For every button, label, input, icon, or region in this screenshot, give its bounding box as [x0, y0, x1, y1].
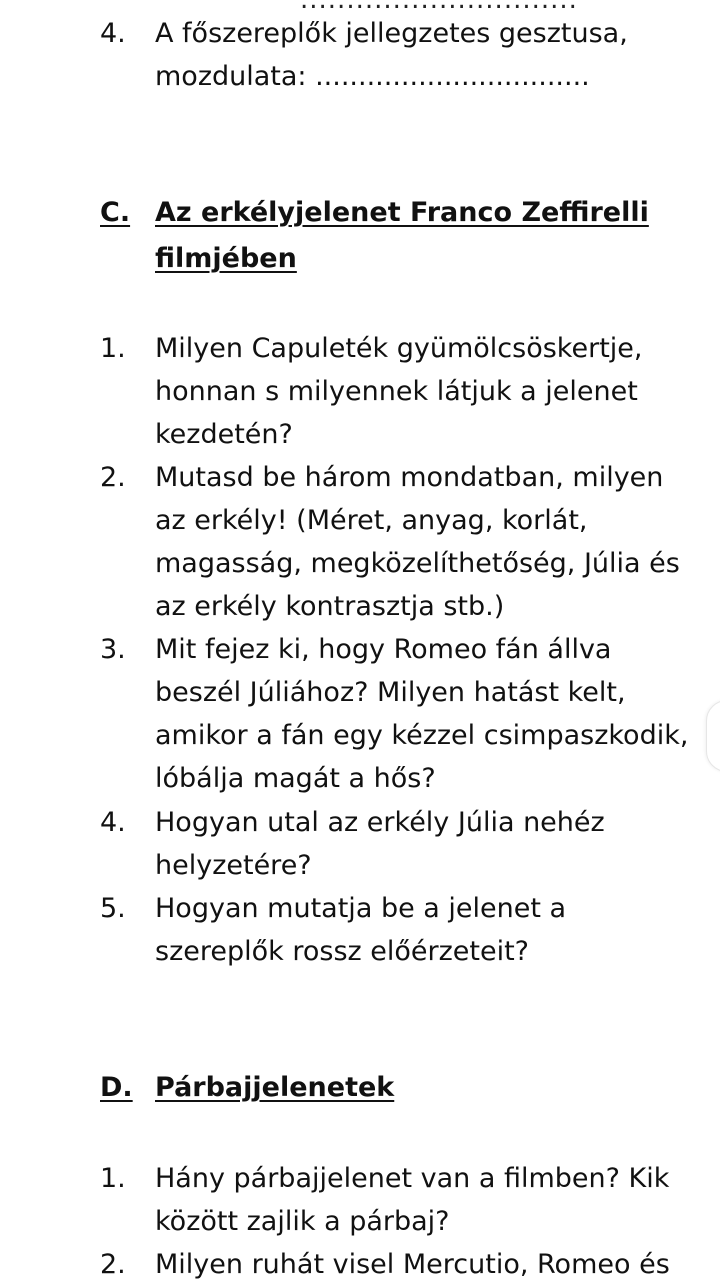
list-item-text	[155, 628, 688, 800]
list-item	[100, 327, 680, 456]
section-title	[155, 1065, 680, 1111]
list-item	[100, 887, 680, 973]
text-line: mozdulata: ................................	[155, 61, 590, 92]
list-item-text	[155, 456, 680, 628]
list-item	[100, 12, 680, 98]
dotted-line: ..............................	[300, 0, 578, 15]
list-item	[100, 801, 680, 887]
section-title-line: filmjében	[155, 243, 297, 274]
text-line: között zajlik a párbaj?	[155, 1206, 450, 1237]
text-line: Hogyan utal az erkély Júlia nehéz	[155, 807, 605, 838]
text-line: honnan s milyennek látjuk a jelenet	[155, 376, 638, 407]
section-title-line: Az erkélyjelenet Franco Zeffirelli	[155, 197, 649, 228]
text-line: helyzetére?	[155, 850, 312, 881]
text-line: az erkély kontrasztja stb.)	[155, 591, 505, 622]
text-line: amikor a fán egy kézzel csimpaszkodik,	[155, 720, 689, 751]
list-item-text	[155, 801, 680, 887]
list-item-number: 1.	[100, 333, 126, 364]
section-letter: D.	[100, 1072, 133, 1103]
text-line: az erkély! (Méret, anyag, korlát,	[155, 505, 588, 536]
list-item-number: 2.	[100, 462, 126, 493]
list-item-number: 4.	[100, 807, 126, 838]
text-line: A főszereplők jellegzetes gesztusa,	[155, 18, 628, 49]
text-line: magasság, megközelíthetőség, Júlia és	[155, 548, 680, 579]
scroll-handle[interactable]	[706, 700, 720, 772]
list-item-number: 2.	[100, 1249, 126, 1280]
section-letter: C.	[100, 197, 131, 228]
list-item-number: 4.	[100, 18, 126, 49]
text-line: Hogyan mutatja be a jelenet a	[155, 893, 567, 924]
list-item-number: 1.	[100, 1163, 126, 1194]
text-line: Mutasd be három mondatban, milyen	[155, 462, 664, 493]
text-line: beszél Júliához? Milyen hatást kelt,	[155, 677, 626, 708]
list-item-text	[155, 12, 680, 98]
section-title-line: Párbajjelenetek	[155, 1072, 395, 1103]
text-line: Milyen ruhát visel Mercutio, Romeo és	[155, 1249, 670, 1280]
list-item-number: 3.	[100, 634, 126, 665]
text-line: kezdetén?	[155, 419, 293, 450]
section-title	[155, 190, 680, 282]
list-item	[100, 628, 689, 800]
section-heading-d	[100, 1065, 680, 1111]
text-line: Hány párbajjelenet van a filmben? Kik	[155, 1163, 670, 1194]
text-line: lóbálja magát a hős?	[155, 763, 436, 794]
list-item-text	[155, 1157, 680, 1243]
list-item-text	[155, 327, 680, 456]
list-item	[100, 456, 680, 628]
list-item	[100, 1157, 680, 1243]
text-line: szereplők rossz előérzeteit?	[155, 936, 530, 967]
list-item-number: 5.	[100, 893, 126, 924]
section-heading-c	[100, 190, 680, 282]
text-line: Milyen Capuleték gyümölcsöskertje,	[155, 333, 643, 364]
list-item-text	[155, 887, 680, 973]
text-line: Mit fejez ki, hogy Romeo fán állva	[155, 634, 612, 665]
